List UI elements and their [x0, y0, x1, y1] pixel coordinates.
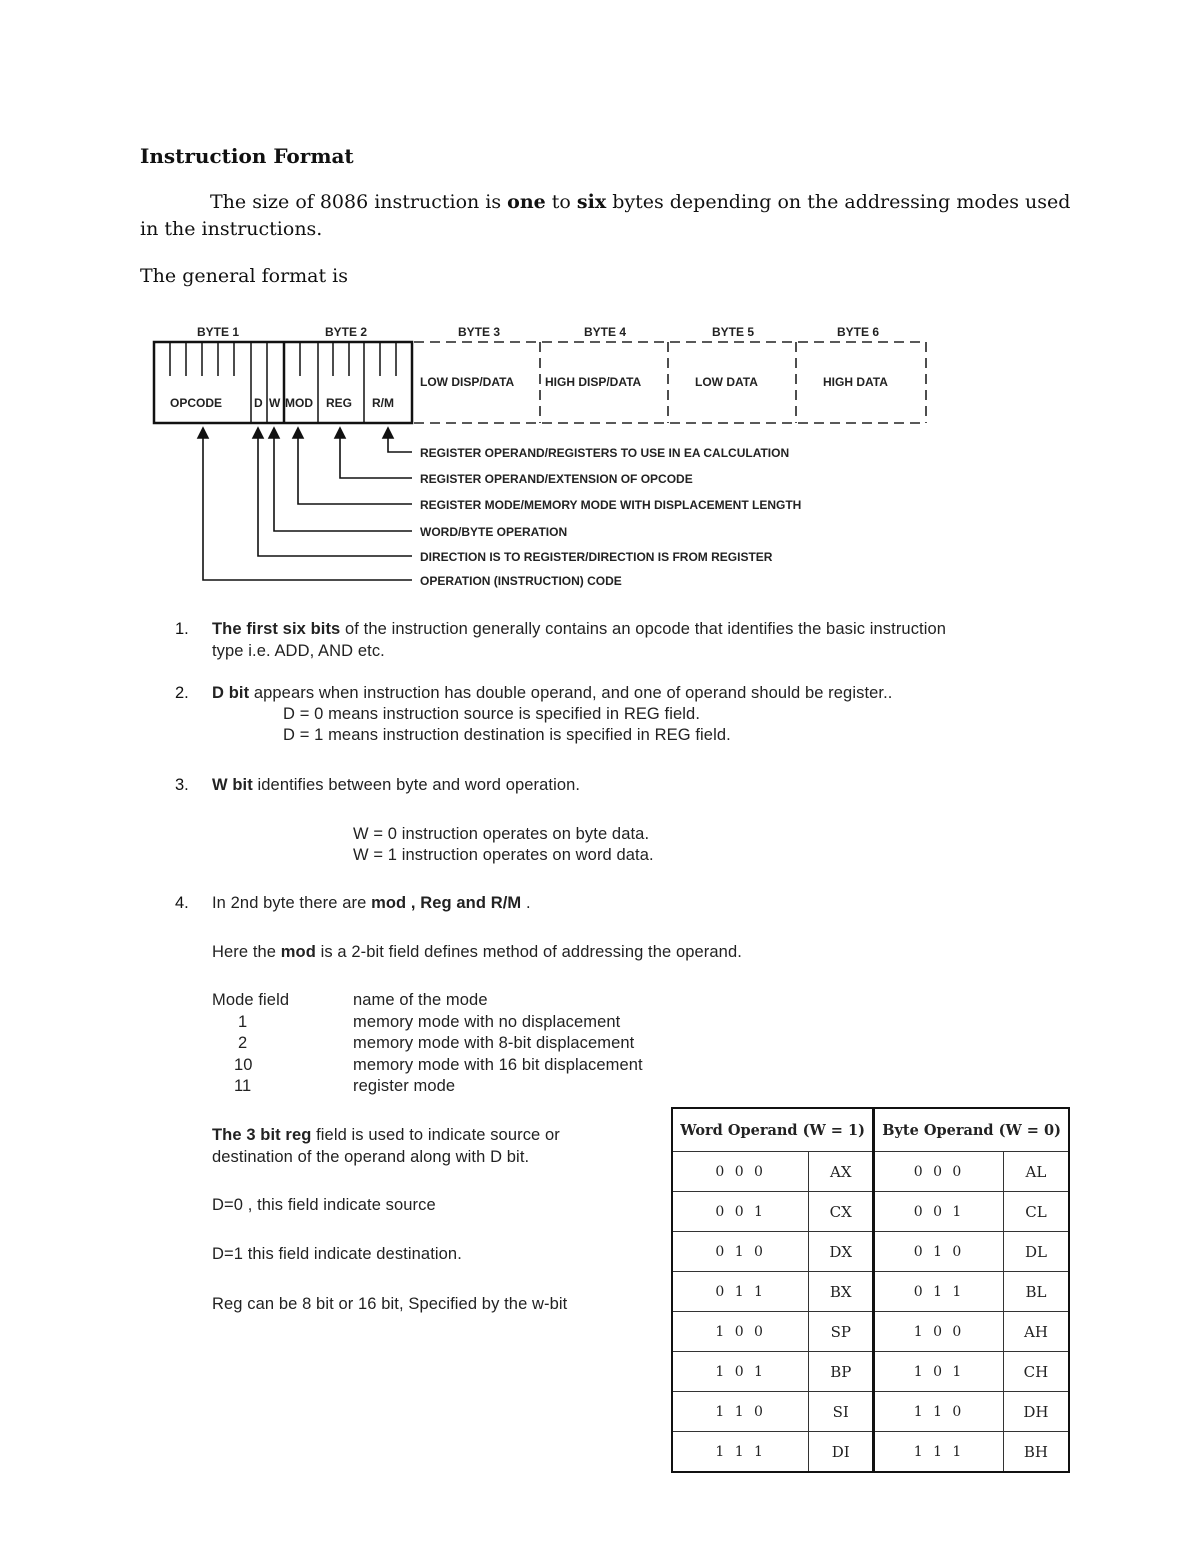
- mode-name: memory mode with 8-bit displacement: [353, 1034, 635, 1052]
- mode-name: register mode: [353, 1077, 456, 1095]
- word-register: BX: [809, 1272, 874, 1312]
- reg-description-line-2: destination of the operand along with D bit.: [212, 1148, 530, 1166]
- field-label: HIGH DISP/DATA: [545, 375, 642, 389]
- list-number: 2.: [175, 684, 189, 702]
- byte-register: BH: [1003, 1432, 1069, 1473]
- list-text: .: [521, 894, 531, 912]
- word-register: DI: [809, 1432, 874, 1473]
- list-text: Here the: [212, 943, 281, 961]
- list-bold: W bit: [212, 776, 253, 794]
- byte-code: 1 0 0: [874, 1312, 1004, 1352]
- word-code: 1 0 1: [672, 1352, 809, 1392]
- intro-text: to: [545, 191, 577, 213]
- mode-table-header-field: Mode field: [212, 991, 290, 1009]
- field-description: DIRECTION IS TO REGISTER/DIRECTION IS FROM REGISTER: [420, 550, 773, 564]
- list-item-3-line-2: W = 0 instruction operates on byte data.: [353, 825, 650, 843]
- list-item-2-line-2: D = 0 means instruction source is specified in REG field.: [283, 705, 701, 723]
- reg-d1: D=1 this field indicate destination.: [212, 1245, 462, 1263]
- byte-code: 0 1 1: [874, 1272, 1004, 1312]
- mod-description: [212, 943, 742, 962]
- byte-code: 0 0 0: [874, 1152, 1004, 1192]
- leader-lines: [198, 428, 412, 580]
- intro-text: The size of 8086 instruction is: [210, 191, 508, 213]
- byte-code: 1 1 0: [874, 1392, 1004, 1432]
- field-label: HIGH DATA: [823, 375, 888, 389]
- field-label: MOD: [285, 396, 313, 410]
- byte-label: BYTE 3: [458, 325, 501, 339]
- byte-code: 0 0 1: [874, 1192, 1004, 1232]
- word-register: DX: [809, 1232, 874, 1272]
- word-register: CX: [809, 1192, 874, 1232]
- list-number: 1.: [175, 620, 189, 638]
- word-code: 1 1 1: [672, 1432, 809, 1473]
- table-row: [672, 1272, 1069, 1312]
- byte-register: CL: [1003, 1192, 1069, 1232]
- byte-label: BYTE 1: [197, 325, 240, 339]
- page-title: Instruction Format: [140, 144, 354, 168]
- mode-name: memory mode with no displacement: [353, 1013, 621, 1031]
- list-bold: mod: [280, 943, 316, 961]
- field-label: W: [269, 396, 281, 410]
- table-header-row: [672, 1108, 1069, 1152]
- word-code: 0 0 0: [672, 1152, 809, 1192]
- list-text: In 2nd byte there are: [212, 894, 372, 912]
- field-description: REGISTER OPERAND/EXTENSION OF OPCODE: [420, 472, 693, 486]
- word-code: 0 1 1: [672, 1272, 809, 1312]
- general-format-label: The general format is: [140, 265, 349, 287]
- mode-code: 10: [234, 1056, 253, 1074]
- instruction-format-diagram: [140, 318, 940, 598]
- list-item-2-line-3: D = 1 means instruction destination is specified in REG field.: [283, 726, 731, 744]
- byte-register: BL: [1003, 1272, 1069, 1312]
- intro-bold-six: six: [576, 191, 607, 213]
- mode-code: 1: [238, 1013, 248, 1031]
- mode-code: 11: [234, 1077, 252, 1095]
- list-text: identifies between byte and word operation.: [252, 776, 581, 794]
- list-item-3-line-3: W = 1 instruction operates on word data.: [353, 846, 654, 864]
- field-description: OPERATION (INSTRUCTION) CODE: [420, 574, 622, 588]
- word-code: 0 0 1: [672, 1192, 809, 1232]
- field-description: WORD/BYTE OPERATION: [420, 525, 568, 539]
- byte-register: AH: [1003, 1312, 1069, 1352]
- byte-label: BYTE 5: [712, 325, 755, 339]
- list-item-3: [212, 776, 580, 795]
- list-number: 4.: [175, 894, 189, 912]
- word-register: BP: [809, 1352, 874, 1392]
- word-register: AX: [809, 1152, 874, 1192]
- table-row: [672, 1192, 1069, 1232]
- field-label: LOW DISP/DATA: [420, 375, 515, 389]
- word-code: 0 1 0: [672, 1232, 809, 1272]
- list-bold: mod , Reg and R/M: [371, 894, 522, 912]
- reg-d0: D=0 , this field indicate source: [212, 1196, 436, 1214]
- word-register: SI: [809, 1392, 874, 1432]
- field-label: REG: [326, 396, 353, 410]
- intro-line-1: [210, 191, 1070, 213]
- byte-code: 0 1 0: [874, 1232, 1004, 1272]
- intro-bold-one: one: [507, 191, 546, 213]
- list-bold: The first six bits: [212, 620, 341, 638]
- list-item-4: [212, 894, 531, 913]
- byte-register: CH: [1003, 1352, 1069, 1392]
- table-row: [672, 1352, 1069, 1392]
- table-row: [672, 1312, 1069, 1352]
- field-description: REGISTER OPERAND/REGISTERS TO USE IN EA CALCULATION: [420, 446, 790, 460]
- byte-1-2-box: [154, 342, 412, 423]
- list-item-1-line-2: type i.e. ADD, AND etc.: [212, 642, 385, 660]
- mode-code: 2: [238, 1034, 248, 1052]
- byte-register: DL: [1003, 1232, 1069, 1272]
- header-word-operand: Word Operand (W = 1): [672, 1108, 874, 1152]
- mode-table-header-name: name of the mode: [353, 991, 488, 1009]
- list-text: of the instruction generally contains an opcode that identifies the basic instruction: [340, 620, 947, 638]
- header-byte-operand: Byte Operand (W = 0): [874, 1108, 1069, 1152]
- table-row: [672, 1232, 1069, 1272]
- byte-label: BYTE 2: [325, 325, 368, 339]
- word-register: SP: [809, 1312, 874, 1352]
- byte-code: 1 0 1: [874, 1352, 1004, 1392]
- byte-register: AL: [1003, 1152, 1069, 1192]
- field-label: D: [254, 396, 263, 410]
- field-label: R/M: [372, 396, 394, 410]
- table-row: [672, 1152, 1069, 1192]
- table-row: [672, 1432, 1069, 1473]
- word-code: 1 0 0: [672, 1312, 809, 1352]
- intro-text: bytes depending on the addressing modes used: [606, 191, 1071, 213]
- word-code: 1 1 0: [672, 1392, 809, 1432]
- field-description: REGISTER MODE/MEMORY MODE WITH DISPLACEMENT LENGTH: [420, 498, 802, 512]
- intro-line-2: in the instructions.: [140, 218, 323, 240]
- list-item-2: [212, 684, 892, 703]
- reg-bold: The 3 bit reg: [212, 1126, 312, 1144]
- list-bold: D bit: [212, 684, 250, 702]
- reg-text: field is used to indicate source or: [311, 1126, 560, 1144]
- table-row: [672, 1392, 1069, 1432]
- byte-register: DH: [1003, 1392, 1069, 1432]
- list-number: 3.: [175, 776, 189, 794]
- list-item-1: [212, 620, 946, 639]
- byte-label: BYTE 4: [584, 325, 627, 339]
- byte-code: 1 1 1: [874, 1432, 1004, 1473]
- mode-name: memory mode with 16 bit displacement: [353, 1056, 643, 1074]
- byte-label: BYTE 6: [837, 325, 880, 339]
- list-text: is a 2-bit field defines method of addressing the operand.: [315, 943, 742, 961]
- list-text: appears when instruction has double operand, and one of operand should be register..: [249, 684, 893, 702]
- reg-description: [212, 1126, 560, 1145]
- field-label: LOW DATA: [695, 375, 758, 389]
- reg-size: Reg can be 8 bit or 16 bit, Specified by the w-bit: [212, 1295, 568, 1313]
- field-label: OPCODE: [170, 396, 223, 410]
- register-table: [671, 1107, 1070, 1473]
